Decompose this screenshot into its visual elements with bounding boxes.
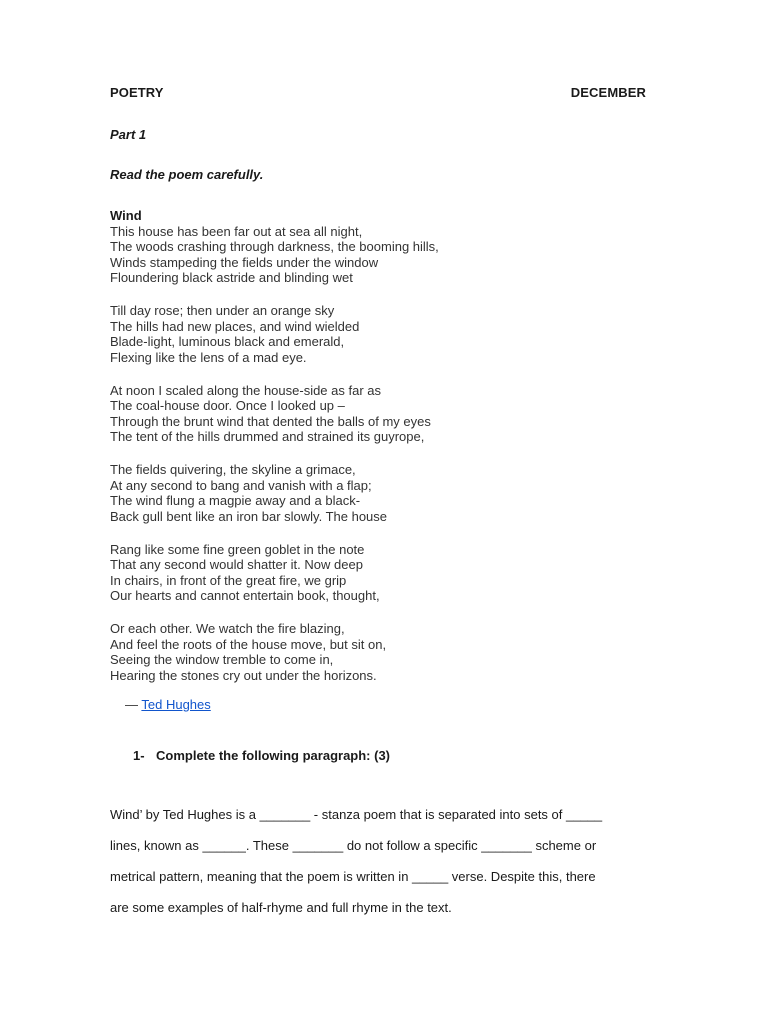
poem-line: Or each other. We watch the fire blazing, (110, 621, 345, 636)
poem-stanza (110, 542, 630, 604)
author-link[interactable]: Ted Hughes (141, 697, 211, 712)
poem-line: The wind flung a magpie away and a black- (110, 493, 361, 508)
question-1 (133, 748, 390, 763)
poem-line: That any second would shatter it. Now deep (110, 557, 363, 572)
part-heading: Part 1 (110, 127, 147, 142)
poem-line: Seeing the window tremble to come in, (110, 652, 334, 667)
poem-line: This house has been far out at sea all night, (110, 223, 363, 239)
poem-line: Our hearts and cannot entertain book, thought, (110, 588, 380, 603)
poem-stanzas (110, 224, 630, 684)
poem-line: The coal-house door. Once I looked up – (110, 398, 345, 413)
fill-in-paragraph (110, 799, 658, 923)
document-header (110, 85, 646, 103)
poem-stanza (110, 462, 630, 524)
poem-stanza (110, 621, 630, 683)
paragraph-line: Wind’ by Ted Hughes is a _______ - stanza poem that is separated into sets of _____ (110, 807, 603, 822)
poem-line: The fields quivering, the skyline a grimace, (110, 462, 356, 477)
poem-line: Floundering black astride and blinding wet (110, 270, 353, 285)
paragraph-line: are some examples of half-rhyme and full rhyme in the text. (110, 900, 452, 915)
month-heading: DECEMBER (570, 85, 646, 100)
attribution-dash: — (125, 697, 138, 712)
poem-line: The woods crashing through darkness, the booming hills, (110, 239, 439, 254)
poem-line: Flexing like the lens of a mad eye. (110, 349, 307, 365)
poem-line: Winds stampeding the fields under the window (110, 254, 379, 270)
subject-heading: POETRY (110, 85, 164, 100)
instruction-text: Read the poem carefully. (110, 167, 264, 182)
poem-stanza (110, 224, 630, 286)
poem-line: The tent of the hills drummed and strained its guyrope, (110, 429, 425, 444)
poem-line: And feel the roots of the house move, but sit on, (110, 636, 387, 652)
poem-line: At any second to bang and vanish with a flap; (110, 477, 372, 493)
poem-line: In chairs, in front of the great fire, we grip (110, 572, 347, 588)
poem-attribution (125, 697, 211, 712)
poem-stanza (110, 383, 630, 445)
paragraph-line: lines, known as ______. These _______ do not follow a specific _______ scheme or (110, 838, 597, 853)
poem-line: Rang like some fine green goblet in the note (110, 541, 365, 557)
question-number: 1- (133, 748, 145, 763)
poem-stanza (110, 303, 630, 365)
question-text: Complete the following paragraph: (3) (156, 748, 391, 763)
poem-line: Till day rose; then under an orange sky (110, 303, 335, 318)
poem-line: Back gull bent like an iron bar slowly. The house (110, 508, 388, 524)
poem-title: Wind (110, 208, 142, 223)
poem (110, 208, 630, 701)
poem-line: At noon I scaled along the house-side as far as (110, 382, 382, 398)
poem-line: Hearing the stones cry out under the horizons. (110, 667, 377, 683)
poem-line: Blade-light, luminous black and emerald, (110, 334, 345, 349)
poem-line: The hills had new places, and wind wielded (110, 318, 360, 334)
poem-line: Through the brunt wind that dented the balls of my eyes (110, 413, 431, 429)
paragraph-line: metrical pattern, meaning that the poem is written in _____ verse. Despite this, there (110, 869, 596, 884)
